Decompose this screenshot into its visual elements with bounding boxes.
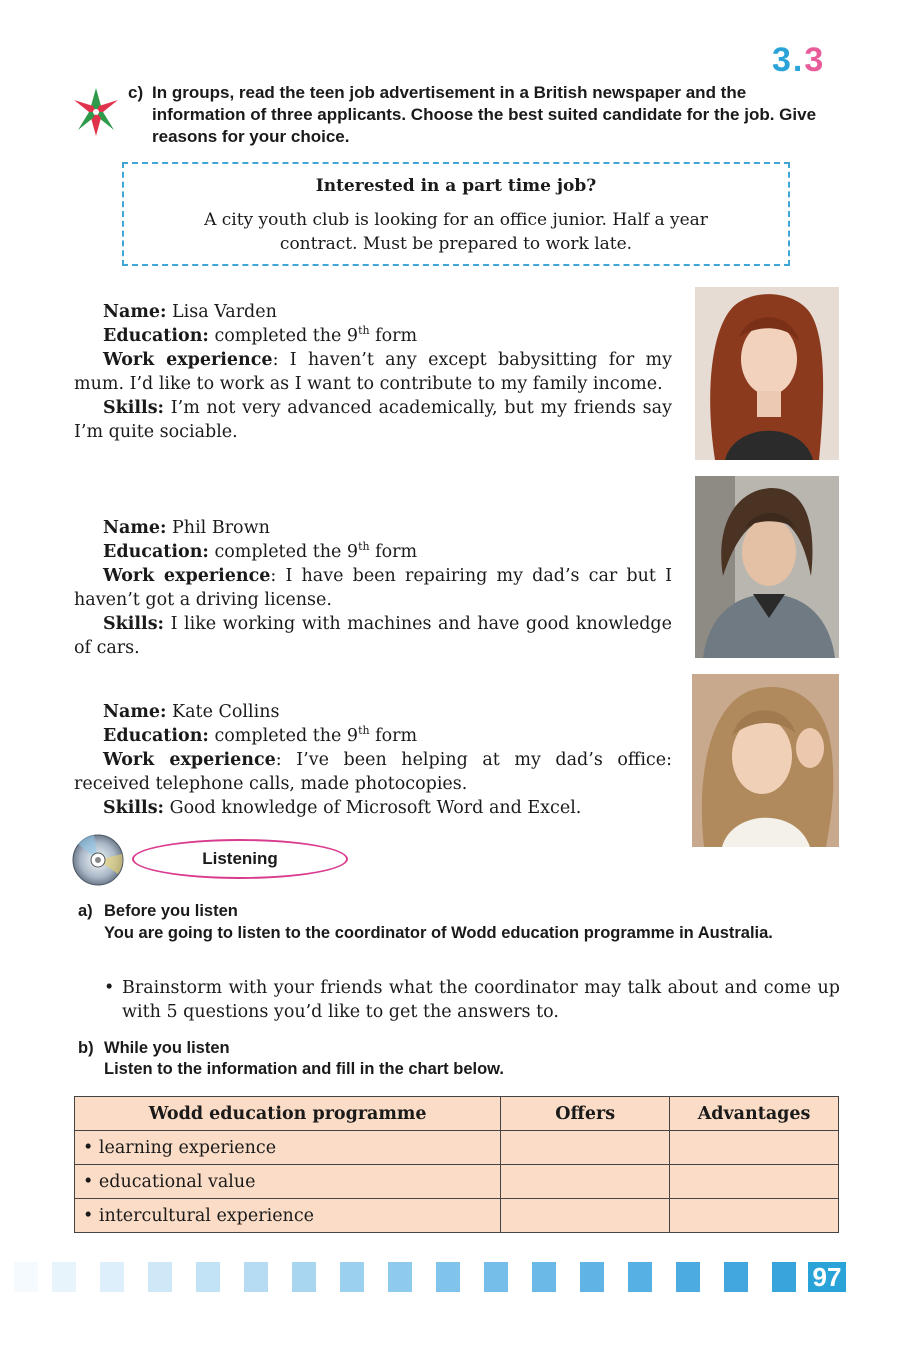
advert-body: A city youth club is looking for an office junior. Half a year contract. Must be prepared to work late. bbox=[204, 210, 708, 254]
work-value: I have been repairing my dad’s car but I haven’t got a driving license. bbox=[74, 566, 672, 610]
applicant-name: Lisa Varden bbox=[172, 302, 277, 322]
education-label: Education: bbox=[103, 542, 209, 562]
applicant-card bbox=[74, 516, 672, 660]
work-value: I haven’t any except babysitting for my mum. I’d like to work as I want to contribute to my family income. bbox=[74, 350, 672, 394]
cd-icon bbox=[72, 834, 124, 886]
work-label: Work experience bbox=[103, 566, 271, 586]
applicant-name-line bbox=[74, 700, 672, 724]
table-row bbox=[75, 1165, 839, 1199]
table-row bbox=[75, 1199, 839, 1233]
work-colon: : bbox=[275, 750, 282, 770]
skills-label: Skills: bbox=[103, 798, 165, 818]
header-offers: Offers bbox=[501, 1097, 670, 1131]
part-b-text: Listen to the information and fill in the chart below. bbox=[104, 1060, 504, 1078]
part-b-heading: While you listen bbox=[104, 1039, 230, 1057]
education-sup: th bbox=[358, 324, 370, 338]
star-icon bbox=[72, 86, 120, 138]
row-label-cell: • intercultural experience bbox=[75, 1199, 501, 1233]
applicant-name: Kate Collins bbox=[172, 702, 280, 722]
work-label: Work experience bbox=[103, 350, 273, 370]
offers-input-cell[interactable] bbox=[501, 1165, 670, 1199]
education-suffix: form bbox=[369, 726, 418, 746]
applicant-education-line bbox=[74, 324, 672, 348]
applicant-name-line bbox=[74, 300, 672, 324]
decorative-square-strip bbox=[14, 1262, 814, 1292]
applicant-education-line bbox=[74, 724, 672, 748]
table-row bbox=[75, 1131, 839, 1165]
skills-value: Good knowledge of Microsoft Word and Excel. bbox=[169, 798, 582, 818]
unit-number bbox=[772, 40, 825, 80]
part-a-label: a) bbox=[78, 902, 93, 920]
education-label: Education: bbox=[103, 726, 209, 746]
unit-number-dot: . bbox=[792, 41, 805, 79]
applicant-name-line bbox=[74, 516, 672, 540]
bullet-dot-icon: • bbox=[104, 978, 115, 998]
education-suffix: form bbox=[369, 542, 418, 562]
offers-input-cell[interactable] bbox=[501, 1131, 670, 1165]
wodd-chart-table bbox=[74, 1096, 839, 1233]
applicant-work-line bbox=[74, 748, 672, 796]
work-colon: : bbox=[272, 350, 279, 370]
education-sup: th bbox=[358, 540, 370, 554]
applicant-skills-line bbox=[74, 612, 672, 660]
row-label-cell: • educational value bbox=[75, 1165, 501, 1199]
advantages-input-cell[interactable] bbox=[670, 1199, 839, 1233]
job-advert-box bbox=[122, 162, 790, 266]
applicant-photo-lisa bbox=[695, 287, 839, 460]
task-c-label: c) bbox=[128, 83, 144, 102]
applicant-skills-line bbox=[74, 396, 672, 444]
work-label: Work experience bbox=[103, 750, 276, 770]
row-label-cell: • learning experience bbox=[75, 1131, 501, 1165]
name-label: Name: bbox=[103, 702, 167, 722]
listening-heading: Listening bbox=[132, 839, 348, 879]
task-c-text: In groups, read the teen job advertisement in a British newspaper and the information of three applicants. Choose the best suited candidate for the job. Give reasons for your choice. bbox=[152, 83, 817, 146]
education-value: completed the 9 bbox=[214, 726, 359, 746]
advantages-input-cell[interactable] bbox=[670, 1131, 839, 1165]
offers-input-cell[interactable] bbox=[501, 1199, 670, 1233]
applicant-work-line bbox=[74, 564, 672, 612]
row-label: learning experience bbox=[98, 1137, 277, 1158]
work-colon: : bbox=[270, 566, 277, 586]
row-label: intercultural experience bbox=[98, 1205, 314, 1226]
skills-value: I like working with machines and have good knowledge of cars. bbox=[74, 614, 672, 658]
skills-label: Skills: bbox=[103, 398, 165, 418]
education-value: completed the 9 bbox=[214, 326, 359, 346]
table-header-row bbox=[75, 1097, 839, 1131]
header-programme: Wodd education programme bbox=[75, 1097, 501, 1131]
unit-number-part1: 3 bbox=[772, 41, 793, 79]
applicant-card bbox=[74, 300, 672, 444]
part-b-label: b) bbox=[78, 1039, 94, 1057]
part-a-bullet bbox=[104, 976, 840, 1024]
part-a-bullet-text: Brainstorm with your friends what the coordinator may talk about and come up with 5 questions you’d like to get the answers to. bbox=[122, 978, 840, 1022]
part-a-heading: Before you listen bbox=[104, 902, 238, 920]
education-suffix: form bbox=[369, 326, 418, 346]
applicant-name: Phil Brown bbox=[172, 518, 270, 538]
task-c-instruction bbox=[128, 82, 840, 148]
skills-value: I’m not very advanced academically, but my friends say I’m quite sociable. bbox=[74, 398, 672, 442]
row-label: educational value bbox=[98, 1171, 256, 1192]
applicant-education-line bbox=[74, 540, 672, 564]
applicant-photo-kate bbox=[692, 674, 839, 847]
education-label: Education: bbox=[103, 326, 209, 346]
advert-title: Interested in a part time job? bbox=[315, 176, 597, 196]
name-label: Name: bbox=[103, 518, 167, 538]
education-value: completed the 9 bbox=[214, 542, 359, 562]
education-sup: th bbox=[358, 724, 370, 738]
header-advantages: Advantages bbox=[670, 1097, 839, 1131]
applicant-photo-phil bbox=[695, 476, 839, 658]
skills-label: Skills: bbox=[103, 614, 165, 634]
page-number: 97 bbox=[808, 1262, 846, 1292]
applicant-card bbox=[74, 700, 672, 820]
work-value: I’ve been helping at my dad’s office: received telephone calls, made photocopies. bbox=[74, 750, 672, 794]
name-label: Name: bbox=[103, 302, 167, 322]
applicant-work-line bbox=[74, 348, 672, 396]
advantages-input-cell[interactable] bbox=[670, 1165, 839, 1199]
applicant-skills-line bbox=[74, 796, 672, 820]
part-a-text: You are going to listen to the coordinator of Wodd education programme in Australia. bbox=[104, 924, 773, 942]
unit-number-part2: 3 bbox=[804, 41, 826, 79]
